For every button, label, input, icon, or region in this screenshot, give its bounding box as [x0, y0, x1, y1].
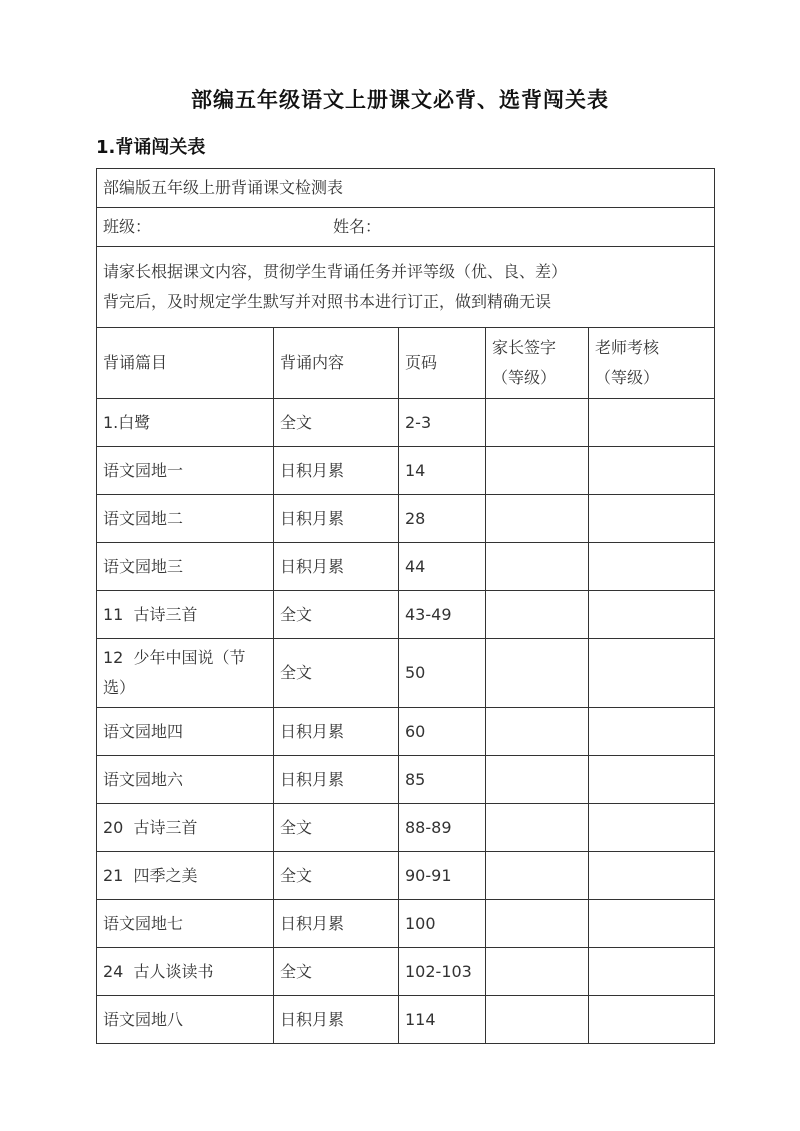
- class-label: 班级：: [103, 217, 152, 236]
- content-cell: 全文: [274, 399, 399, 447]
- header-content: 背诵内容: [274, 328, 399, 399]
- header-page: 页码: [399, 328, 486, 399]
- parent-sign-cell[interactable]: [486, 447, 589, 495]
- student-info-row: [97, 208, 715, 247]
- header-teacher-check-line-1: 老师考核: [595, 338, 660, 357]
- chapter-cell: 21 四季之美: [97, 852, 274, 900]
- instruction-line-2: 背完后，及时规定学生默写并对照书本进行订正，做到精确无误: [103, 292, 552, 311]
- page-cell: 44: [399, 543, 486, 591]
- page-cell: 50: [399, 639, 486, 708]
- teacher-check-cell[interactable]: [589, 543, 715, 591]
- parent-sign-cell[interactable]: [486, 543, 589, 591]
- table-row: [97, 399, 715, 447]
- teacher-check-cell[interactable]: [589, 948, 715, 996]
- content-cell: 全文: [274, 852, 399, 900]
- chapter-cell: 语文园地一: [97, 447, 274, 495]
- teacher-check-cell[interactable]: [589, 708, 715, 756]
- parent-sign-cell[interactable]: [486, 495, 589, 543]
- header-parent-sign-line-1: 家长签字: [492, 338, 557, 357]
- page-cell: 90-91: [399, 852, 486, 900]
- table-title: 部编版五年级上册背诵课文检测表: [97, 169, 715, 208]
- content-cell: 全文: [274, 948, 399, 996]
- parent-sign-cell[interactable]: [486, 852, 589, 900]
- page-cell: 114: [399, 996, 486, 1044]
- teacher-check-cell[interactable]: [589, 852, 715, 900]
- teacher-check-cell[interactable]: [589, 399, 715, 447]
- table-row: [97, 708, 715, 756]
- chapter-cell: 语文园地四: [97, 708, 274, 756]
- content-cell: 日积月累: [274, 495, 399, 543]
- student-info-cell: [97, 208, 715, 247]
- table-row: [97, 852, 715, 900]
- chapter-cell: 语文园地六: [97, 756, 274, 804]
- parent-sign-cell[interactable]: [486, 900, 589, 948]
- page-cell: 60: [399, 708, 486, 756]
- section-heading: 1.背诵闯关表: [96, 137, 206, 158]
- parent-sign-cell[interactable]: [486, 591, 589, 639]
- header-parent-sign-line-2: （等级）: [492, 368, 557, 387]
- name-label: 姓名：: [333, 217, 382, 236]
- document-title: 部编五年级语文上册课文必背、选背闯关表: [191, 88, 609, 112]
- page-cell: 43-49: [399, 591, 486, 639]
- parent-sign-cell[interactable]: [486, 948, 589, 996]
- teacher-check-cell[interactable]: [589, 996, 715, 1044]
- header-teacher-check: [589, 328, 715, 399]
- parent-sign-cell[interactable]: [486, 756, 589, 804]
- content-cell: 日积月累: [274, 756, 399, 804]
- content-cell: 日积月累: [274, 708, 399, 756]
- teacher-check-cell[interactable]: [589, 639, 715, 708]
- page-cell: 85: [399, 756, 486, 804]
- teacher-check-cell[interactable]: [589, 804, 715, 852]
- table-row: [97, 639, 715, 708]
- chapter-cell: 11 古诗三首: [97, 591, 274, 639]
- content-cell: 日积月累: [274, 996, 399, 1044]
- content-cell: 全文: [274, 639, 399, 708]
- table-row: [97, 543, 715, 591]
- parent-sign-cell[interactable]: [486, 996, 589, 1044]
- teacher-check-cell[interactable]: [589, 591, 715, 639]
- page-cell: 100: [399, 900, 486, 948]
- table-row: [97, 996, 715, 1044]
- page-cell: 88-89: [399, 804, 486, 852]
- instruction-row: [97, 247, 715, 328]
- table-row: [97, 900, 715, 948]
- content-cell: 全文: [274, 804, 399, 852]
- instruction-cell: [97, 247, 715, 328]
- table-row: [97, 495, 715, 543]
- content-cell: 日积月累: [274, 447, 399, 495]
- page-cell: 28: [399, 495, 486, 543]
- chapter-cell: 20 古诗三首: [97, 804, 274, 852]
- page-cell: 14: [399, 447, 486, 495]
- content-cell: 全文: [274, 591, 399, 639]
- table-row: [97, 591, 715, 639]
- chapter-cell: 12 少年中国说（节选）: [97, 639, 274, 708]
- chapter-cell: 24 古人谈读书: [97, 948, 274, 996]
- chapter-cell: 语文园地八: [97, 996, 274, 1044]
- table-row: [97, 756, 715, 804]
- chapter-cell: 语文园地三: [97, 543, 274, 591]
- chapter-cell: 语文园地七: [97, 900, 274, 948]
- table-row: [97, 804, 715, 852]
- chapter-cell: 语文园地二: [97, 495, 274, 543]
- chapter-cell: 1.白鹭: [97, 399, 274, 447]
- table-row: [97, 948, 715, 996]
- header-teacher-check-line-2: （等级）: [595, 368, 660, 387]
- content-cell: 日积月累: [274, 900, 399, 948]
- recitation-check-table: [96, 168, 715, 1044]
- header-parent-sign: [486, 328, 589, 399]
- header-row: [97, 328, 715, 399]
- table-title-row: [97, 169, 715, 208]
- content-cell: 日积月累: [274, 543, 399, 591]
- parent-sign-cell[interactable]: [486, 804, 589, 852]
- teacher-check-cell[interactable]: [589, 756, 715, 804]
- parent-sign-cell[interactable]: [486, 639, 589, 708]
- teacher-check-cell[interactable]: [589, 495, 715, 543]
- instruction-line-1: 请家长根据课文内容，贯彻学生背诵任务并评等级（优、良、差）: [103, 262, 568, 281]
- parent-sign-cell[interactable]: [486, 399, 589, 447]
- teacher-check-cell[interactable]: [589, 900, 715, 948]
- page-cell: 2-3: [399, 399, 486, 447]
- page-cell: 102-103: [399, 948, 486, 996]
- teacher-check-cell[interactable]: [589, 447, 715, 495]
- table-row: [97, 447, 715, 495]
- parent-sign-cell[interactable]: [486, 708, 589, 756]
- header-chapter: 背诵篇目: [97, 328, 274, 399]
